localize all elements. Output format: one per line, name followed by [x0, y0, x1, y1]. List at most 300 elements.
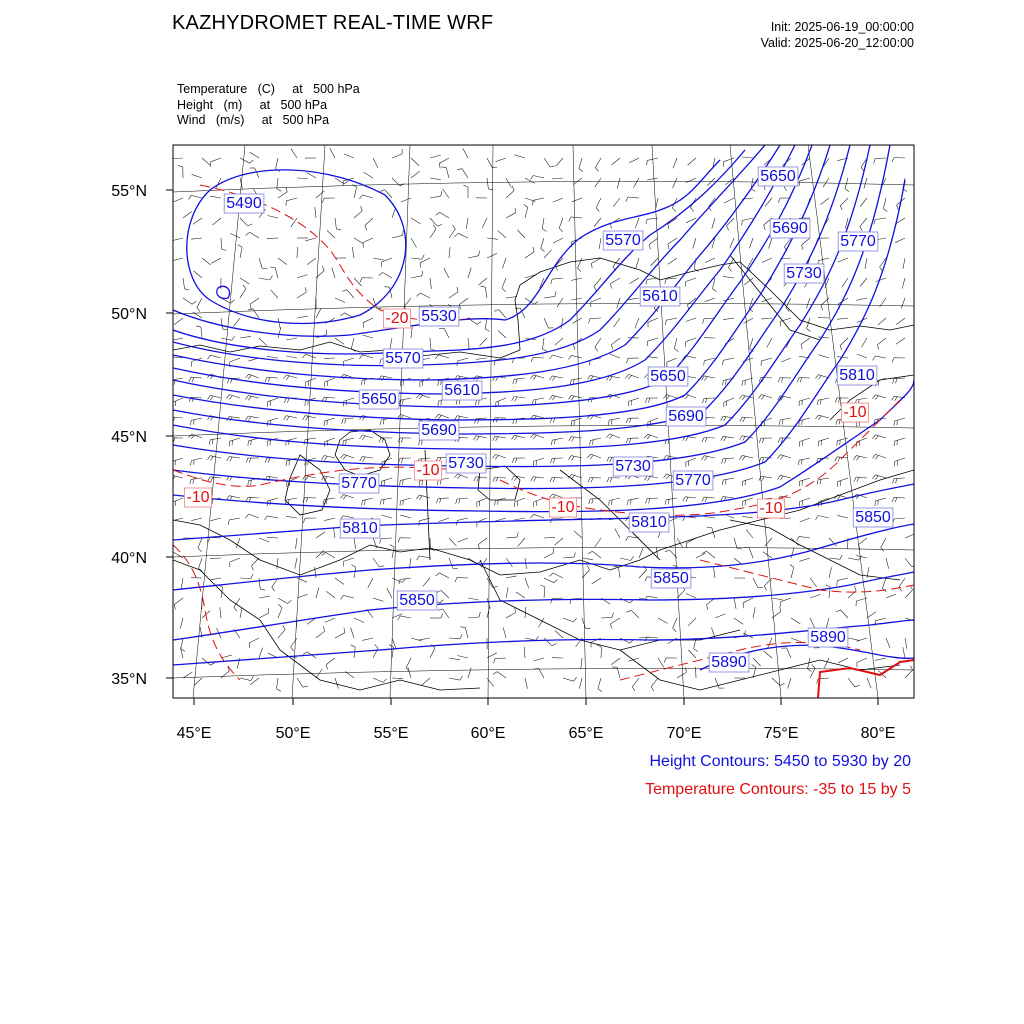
- wind-barb-feather: [383, 499, 384, 504]
- wind-barb-feather: [780, 683, 785, 685]
- wind-barb-feather: [817, 480, 818, 485]
- wind-barb: [439, 518, 449, 522]
- wind-barb: [479, 338, 487, 346]
- wind-barb-feather: [534, 301, 538, 304]
- wind-barb-feather: [818, 376, 821, 380]
- wind-barb-feather: [435, 355, 438, 359]
- wind-barb-feather: [323, 626, 325, 631]
- wind-barb-feather: [703, 319, 704, 324]
- wind-barb-feather: [742, 396, 745, 400]
- wind-barb: [800, 178, 811, 181]
- wind-barb: [857, 354, 867, 358]
- wind-barb-feather: [713, 289, 717, 292]
- wind-barb-feather: [854, 456, 857, 460]
- wind-barb: [609, 418, 620, 420]
- wind-barb: [362, 457, 373, 458]
- wind-barb-feather: [265, 377, 267, 382]
- wind-barb: [574, 531, 582, 538]
- wind-barb-feather: [612, 667, 617, 668]
- wind-barb: [506, 613, 516, 619]
- wind-barb-feather: [722, 459, 723, 464]
- wind-barb: [259, 278, 270, 280]
- wind-barb-feather: [893, 379, 894, 384]
- wind-barb-feather: [361, 380, 362, 385]
- wind-barb: [534, 498, 544, 502]
- wind-barb: [649, 238, 658, 245]
- wind-barb-feather: [797, 536, 799, 540]
- height-label: 5850: [653, 570, 689, 587]
- wind-barb-feather: [569, 437, 571, 441]
- wind-barb-feather: [743, 417, 745, 422]
- variable-height: Height (m) at 500 hPa: [177, 97, 328, 112]
- wind-barb: [552, 376, 563, 378]
- wind-barb: [404, 298, 411, 307]
- wind-barb: [673, 158, 677, 168]
- wind-barb-feather: [208, 538, 210, 543]
- wind-barb: [297, 247, 298, 258]
- wind-barb-feather: [380, 359, 381, 364]
- wind-barb-feather: [514, 436, 517, 440]
- wind-barb: [316, 308, 321, 318]
- wind-barb-feather: [875, 455, 878, 459]
- wind-barb: [286, 416, 297, 418]
- wind-barb: [324, 358, 335, 359]
- wind-barb-feather: [592, 499, 593, 504]
- wind-barb: [651, 678, 658, 687]
- wind-barb-feather: [743, 603, 744, 608]
- wind-barb: [867, 612, 876, 618]
- wind-barb: [457, 376, 468, 378]
- wind-barb-feather: [498, 500, 499, 505]
- wind-barb: [590, 318, 601, 319]
- wind-barb: [267, 498, 278, 501]
- wind-barb-feather: [385, 287, 390, 288]
- wind-barb: [344, 154, 354, 158]
- wind-barb: [267, 476, 278, 478]
- wind-barb-feather: [463, 185, 468, 187]
- wind-barb: [316, 532, 325, 538]
- wind-barb-feather: [835, 378, 837, 383]
- wind-barb-feather: [611, 624, 612, 629]
- wind-barb-feather: [740, 417, 742, 422]
- wind-barb-feather: [248, 309, 253, 310]
- height-label: 5850: [399, 592, 435, 609]
- wind-barb-feather: [725, 459, 726, 464]
- wind-barb: [173, 398, 183, 402]
- wind-barb-feather: [587, 566, 589, 571]
- wind-barb: [181, 638, 183, 649]
- wind-barb: [297, 178, 308, 179]
- wind-barb-feather: [632, 687, 635, 691]
- wind-barb: [571, 278, 582, 280]
- wind-barb-feather: [457, 287, 458, 292]
- wind-barb: [400, 398, 411, 400]
- wind-barb-feather: [251, 574, 253, 579]
- wind-barb-feather: [535, 399, 536, 404]
- wind-barb: [715, 614, 725, 618]
- wind-barb: [787, 648, 791, 658]
- wind-barb: [857, 638, 868, 641]
- wind-barb-feather: [433, 225, 436, 229]
- wind-barb-feather: [359, 435, 362, 439]
- wind-barb: [894, 497, 905, 498]
- wind-barb: [191, 238, 202, 239]
- wind-barb-feather: [250, 160, 254, 163]
- wind-barb-feather: [170, 417, 172, 422]
- wind-barb: [768, 638, 772, 648]
- wind-barb-feather: [550, 395, 553, 399]
- wind-barb-feather: [614, 566, 619, 567]
- wind-barb-feather: [211, 456, 214, 460]
- wind-barb-feather: [288, 600, 292, 603]
- wind-barb-feather: [838, 457, 840, 462]
- wind-barb: [335, 298, 345, 303]
- wind-barb-feather: [610, 478, 612, 483]
- wind-barb: [324, 397, 335, 398]
- wind-barb-feather: [192, 377, 194, 382]
- wind-barb: [439, 355, 450, 358]
- height-label: 5770: [840, 233, 876, 250]
- wind-barb-feather: [540, 585, 545, 587]
- wind-barb-feather: [512, 435, 515, 439]
- wind-barb-feather: [380, 500, 381, 505]
- wind-barb-feather: [764, 586, 766, 591]
- wind-barb: [618, 567, 620, 578]
- wind-barb: [715, 678, 719, 688]
- wind-barb: [506, 213, 516, 218]
- wind-barb: [248, 416, 259, 418]
- wind-barb-feather: [308, 400, 309, 405]
- wind-barb-feather: [245, 514, 248, 518]
- wind-barb: [543, 338, 545, 349]
- wind-barb-feather: [303, 518, 305, 523]
- wind-barb: [191, 195, 202, 198]
- wind-barb: [639, 548, 643, 558]
- wind-barb: [686, 338, 696, 342]
- wind-barb-feather: [873, 356, 876, 360]
- wind-barb: [647, 498, 658, 499]
- wind-barb: [895, 458, 905, 462]
- wind-barb: [401, 198, 411, 202]
- wind-barb: [818, 337, 829, 338]
- wind-barb: [278, 598, 288, 604]
- wind-barb: [444, 328, 449, 338]
- wind-barb: [742, 516, 753, 518]
- wind-barb-feather: [724, 417, 727, 421]
- wind-barb: [563, 557, 574, 558]
- wind-barb: [744, 278, 753, 285]
- wind-barb: [882, 578, 886, 588]
- wind-barb: [286, 356, 297, 358]
- wind-barb: [764, 651, 772, 658]
- wind-barb: [420, 394, 430, 398]
- wind-barb: [539, 668, 544, 678]
- wind-barb: [686, 594, 696, 599]
- wind-barb: [629, 374, 639, 378]
- wind-barb: [837, 515, 848, 518]
- wind-barb-feather: [512, 397, 514, 401]
- wind-barb: [191, 397, 202, 398]
- wind-barb: [544, 587, 545, 598]
- wind-barb-feather: [513, 379, 514, 384]
- wind-barb: [249, 374, 259, 378]
- wind-barb: [724, 198, 734, 203]
- wind-barb-feather: [625, 374, 628, 378]
- wind-barb-feather: [227, 496, 230, 500]
- wind-barb-feather: [549, 494, 552, 498]
- wind-barb-feather: [417, 556, 420, 560]
- wind-barb: [181, 578, 183, 589]
- wind-barb-feather: [277, 189, 282, 191]
- wind-barb-feather: [192, 301, 196, 304]
- wind-barb: [685, 497, 696, 498]
- wind-barb-feather: [234, 607, 237, 611]
- wind-barb-feather: [780, 607, 781, 612]
- wind-barb-feather: [590, 376, 593, 380]
- wind-barb: [411, 171, 420, 178]
- wind-barb-feather: [706, 605, 708, 610]
- wind-barb: [248, 497, 259, 498]
- wind-barb-feather: [212, 439, 213, 444]
- wind-barb: [571, 378, 582, 380]
- wind-barb: [724, 398, 734, 402]
- wind-barb-feather: [324, 456, 327, 460]
- wind-barb: [183, 278, 185, 289]
- wind-barb-feather: [820, 400, 821, 405]
- wind-barb-feather: [459, 499, 460, 504]
- wind-barb: [316, 631, 325, 638]
- wind-barb-feather: [745, 631, 746, 636]
- wind-barb: [563, 618, 573, 622]
- height-label: 5610: [444, 382, 480, 399]
- wind-barb-feather: [836, 420, 837, 425]
- wind-barb-feather: [249, 458, 251, 463]
- wind-barb-feather: [691, 208, 694, 212]
- lat-label-35: 35°N: [111, 671, 147, 688]
- wind-barb: [316, 587, 319, 598]
- wind-barb-feather: [364, 380, 365, 385]
- wind-barb: [249, 514, 259, 518]
- wind-barb: [563, 678, 574, 681]
- wind-barb-feather: [665, 320, 666, 325]
- wind-barb-feather: [436, 212, 440, 215]
- height-label: 5490: [226, 195, 262, 212]
- wind-barb-feather: [441, 380, 442, 385]
- wind-barb: [609, 376, 620, 378]
- wind-barb: [620, 558, 631, 561]
- wind-barb-feather: [721, 416, 724, 420]
- wind-barb-feather: [840, 206, 842, 211]
- wind-barb: [449, 678, 460, 680]
- wind-barb-feather: [611, 224, 612, 229]
- wind-barb-feather: [229, 396, 232, 400]
- wind-barb: [688, 618, 696, 626]
- wind-barb-feather: [838, 398, 840, 403]
- wind-barb: [479, 278, 487, 285]
- wind-barb-feather: [231, 300, 235, 303]
- wind-barb: [259, 338, 267, 346]
- wind-barb-feather: [440, 498, 442, 503]
- wind-barb: [268, 418, 279, 421]
- wind-barb: [894, 418, 905, 421]
- wind-barb-feather: [343, 495, 346, 499]
- wind-barb: [818, 258, 829, 261]
- wind-barb-feather: [322, 266, 324, 271]
- wind-barb: [743, 498, 754, 501]
- wind-barb: [411, 218, 420, 224]
- wind-barb: [856, 298, 867, 300]
- wind-barb: [829, 567, 832, 578]
- wind-barb-feather: [705, 438, 707, 443]
- wind-barb: [291, 149, 297, 158]
- wind-barb: [385, 190, 392, 198]
- wind-barb-feather: [359, 355, 362, 359]
- wind-barb-feather: [645, 398, 647, 403]
- wind-barb-feather: [911, 666, 913, 671]
- wind-barb-feather: [739, 395, 742, 399]
- lon-label-55: 55°E: [373, 725, 409, 742]
- wind-barb: [468, 668, 471, 679]
- wind-barb: [325, 438, 335, 442]
- wind-barb-feather: [611, 345, 613, 350]
- wind-barb-feather: [543, 349, 547, 351]
- wind-barb-feather: [664, 456, 667, 460]
- wind-barb-feather: [896, 479, 898, 484]
- wind-barb: [743, 478, 754, 481]
- wind-barb-feather: [554, 579, 558, 583]
- wind-barb: [858, 538, 867, 545]
- wind-barb: [824, 658, 829, 668]
- wind-barb: [899, 578, 905, 587]
- wind-barb-feather: [403, 230, 404, 235]
- wind-barb-feather: [705, 497, 707, 502]
- wind-barb: [571, 355, 582, 358]
- wind-barb-feather: [305, 416, 308, 420]
- wind-barb-feather: [365, 225, 367, 230]
- wind-barb-feather: [702, 551, 706, 554]
- wind-barb-feather: [721, 436, 723, 440]
- wind-barb-feather: [248, 396, 251, 400]
- wind-barb: [552, 477, 563, 478]
- wind-barb: [552, 355, 563, 358]
- wind-barb: [856, 477, 867, 478]
- wind-barb: [468, 598, 479, 600]
- wind-barb: [819, 438, 830, 441]
- wind-barb-feather: [441, 613, 443, 618]
- wind-barb-feather: [476, 401, 477, 406]
- wind-barb: [392, 178, 400, 186]
- wind-barb: [327, 231, 335, 239]
- wind-barb-feather: [383, 679, 387, 683]
- wind-barb-feather: [171, 340, 172, 345]
- wind-barb-feather: [818, 416, 821, 420]
- wind-barb: [764, 578, 772, 586]
- wind-barb: [344, 398, 355, 401]
- wind-barb-feather: [752, 665, 756, 668]
- wind-barb: [476, 477, 487, 478]
- wind-barb-feather: [821, 305, 823, 310]
- wind-barb-feather: [230, 457, 232, 461]
- wind-barb: [332, 267, 335, 278]
- wind-barb-feather: [189, 195, 192, 199]
- wind-barb: [534, 434, 544, 438]
- wind-barb: [457, 518, 468, 520]
- wind-barb-feather: [840, 555, 842, 559]
- wind-barb: [894, 478, 905, 479]
- wind-barb: [347, 290, 354, 298]
- wind-barb: [487, 178, 488, 189]
- lat-label-55: 55°N: [111, 183, 147, 200]
- height-label: 5530: [421, 308, 457, 325]
- wind-barb-feather: [883, 209, 887, 212]
- wind-barb: [363, 318, 373, 323]
- wind-barb-feather: [287, 416, 290, 420]
- wind-barb: [193, 218, 202, 224]
- wind-barb-feather: [705, 398, 707, 403]
- wind-barb-feather: [590, 440, 591, 445]
- wind-barb: [837, 578, 848, 581]
- wind-barb: [277, 558, 278, 569]
- wind-barb: [316, 191, 324, 198]
- wind-barb: [240, 336, 251, 338]
- wind-barb: [591, 638, 601, 642]
- wind-barb: [840, 198, 848, 206]
- wind-barb: [249, 638, 259, 643]
- wind-barb-feather: [245, 374, 248, 378]
- wind-barb-feather: [593, 440, 594, 445]
- wind-barb-feather: [571, 396, 574, 400]
- wind-barb: [362, 335, 373, 338]
- wind-barb-feather: [591, 478, 593, 483]
- wind-barb-feather: [248, 481, 249, 486]
- wind-barb: [903, 258, 905, 269]
- wind-barb: [544, 553, 554, 558]
- wind-barb: [240, 247, 242, 258]
- wind-barb-feather: [808, 669, 812, 672]
- wind-barb: [688, 650, 696, 658]
- height-label: 5770: [341, 475, 377, 492]
- wind-barb: [365, 218, 373, 225]
- wind-barb: [221, 318, 223, 329]
- wind-barb-feather: [875, 501, 876, 506]
- wind-barb-feather: [178, 165, 183, 167]
- wind-barb-feather: [232, 336, 235, 340]
- wind-barb-feather: [892, 396, 895, 400]
- wind-barb-feather: [875, 396, 878, 400]
- wind-barb: [553, 238, 563, 243]
- wind-barb-feather: [196, 326, 201, 327]
- wind-barb: [392, 154, 402, 158]
- wind-barb-feather: [759, 438, 761, 443]
- wind-barb: [894, 378, 905, 379]
- wind-barb: [761, 377, 772, 378]
- wind-barb-feather: [305, 287, 306, 292]
- wind-barb: [400, 498, 411, 501]
- wind-barb: [449, 247, 450, 258]
- wind-barb-feather: [704, 361, 705, 366]
- wind-barb: [291, 638, 297, 647]
- wind-barb: [544, 578, 554, 583]
- wind-barb-feather: [524, 205, 528, 208]
- wind-barb: [363, 238, 373, 243]
- wind-barb: [278, 192, 287, 198]
- wind-barb-feather: [647, 160, 648, 165]
- wind-barb: [449, 538, 456, 546]
- wind-barb: [742, 157, 753, 158]
- wind-barb: [791, 618, 800, 624]
- wind-barb-feather: [365, 500, 366, 505]
- wind-barb-feather: [188, 434, 191, 438]
